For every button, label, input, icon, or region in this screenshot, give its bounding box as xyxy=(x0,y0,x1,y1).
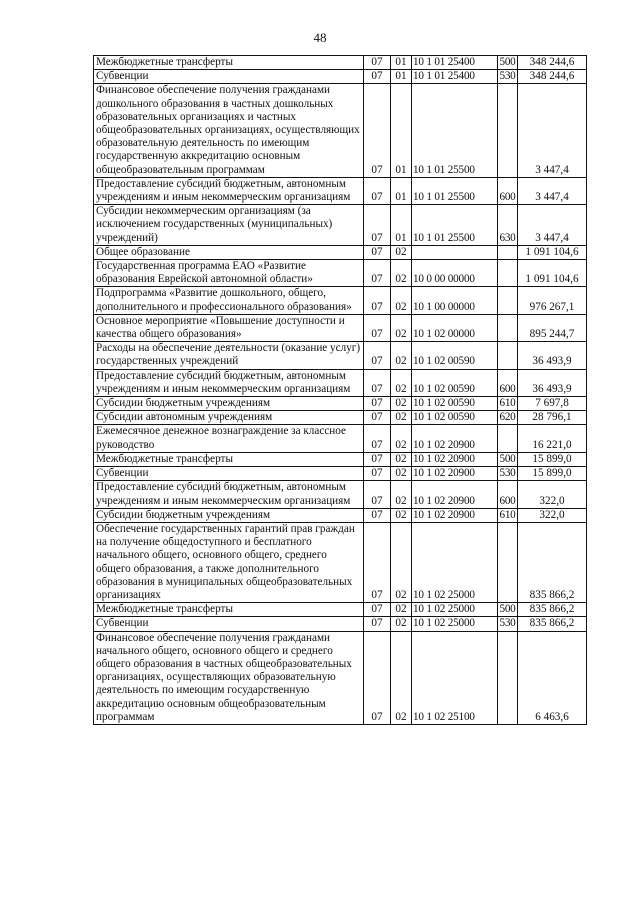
row-name-cell: Основное мероприятие «Повышение доступности и качества общего образования» xyxy=(94,314,364,341)
row-amount-cell: 895 244,7 xyxy=(518,314,587,341)
table-row xyxy=(94,314,587,341)
row-target-article-cell: 10 1 02 25000 xyxy=(412,617,498,631)
row-amount-cell: 16 221,0 xyxy=(518,425,587,452)
row-amount-cell: 3 447,4 xyxy=(518,177,587,204)
row-amount-cell: 322,0 xyxy=(518,508,587,522)
row-expense-type-cell xyxy=(498,260,518,287)
row-section-cell: 07 xyxy=(364,522,391,602)
row-expense-type-cell: 530 xyxy=(498,617,518,631)
row-subsection-cell: 01 xyxy=(391,84,412,177)
row-section-cell: 07 xyxy=(364,287,391,314)
row-target-article-cell: 10 1 02 00590 xyxy=(412,397,498,411)
row-name-cell: Межбюджетные трансферты xyxy=(94,603,364,617)
row-name-cell: Межбюджетные трансферты xyxy=(94,452,364,466)
row-amount-cell: 28 796,1 xyxy=(518,411,587,425)
row-expense-type-cell xyxy=(498,245,518,259)
row-section-cell: 07 xyxy=(364,467,391,481)
table-row xyxy=(94,481,587,508)
row-name-cell: Субсидии бюджетным учреждениям xyxy=(94,397,364,411)
row-section-cell: 07 xyxy=(364,425,391,452)
row-target-article-cell: 10 1 01 25500 xyxy=(412,205,498,246)
row-subsection-cell: 01 xyxy=(391,56,412,70)
budget-table xyxy=(93,55,587,725)
table-row xyxy=(94,425,587,452)
row-subsection-cell: 02 xyxy=(391,425,412,452)
table-row xyxy=(94,631,587,724)
row-expense-type-cell xyxy=(498,314,518,341)
row-name-cell: Предоставление субсидий бюджетным, автономным учреждениям и иным некоммерческим организациям xyxy=(94,369,364,396)
row-expense-type-cell: 500 xyxy=(498,452,518,466)
row-name-cell: Субсидии бюджетным учреждениям xyxy=(94,508,364,522)
row-target-article-cell xyxy=(412,245,498,259)
row-amount-cell: 322,0 xyxy=(518,481,587,508)
row-name-cell: Субсидии автономным учреждениям xyxy=(94,411,364,425)
row-expense-type-cell: 500 xyxy=(498,603,518,617)
row-amount-cell: 15 899,0 xyxy=(518,467,587,481)
row-target-article-cell: 10 1 01 25500 xyxy=(412,177,498,204)
row-section-cell: 07 xyxy=(364,314,391,341)
page-number: 48 xyxy=(313,30,327,45)
row-expense-type-cell xyxy=(498,631,518,724)
row-subsection-cell: 02 xyxy=(391,522,412,602)
row-amount-cell: 976 267,1 xyxy=(518,287,587,314)
row-section-cell: 07 xyxy=(364,617,391,631)
row-amount-cell: 348 244,6 xyxy=(518,70,587,84)
table-row xyxy=(94,177,587,204)
row-section-cell: 07 xyxy=(364,369,391,396)
row-amount-cell: 835 866,2 xyxy=(518,522,587,602)
row-target-article-cell: 10 0 00 00000 xyxy=(412,260,498,287)
row-subsection-cell: 02 xyxy=(391,369,412,396)
row-name-cell: Предоставление субсидий бюджетным, автономным учреждениям и иным некоммерческим организациям xyxy=(94,177,364,204)
row-expense-type-cell xyxy=(498,84,518,177)
row-subsection-cell: 02 xyxy=(391,617,412,631)
row-name-cell: Обеспечение государственных гарантий прав граждан на получение общедоступного и бесплатного начального общего, основного общего, среднего общего образования, а также дополнительного образования в муниципальных общеобразовательных организациях xyxy=(94,522,364,602)
row-subsection-cell: 02 xyxy=(391,603,412,617)
row-amount-cell: 835 866,2 xyxy=(518,617,587,631)
row-name-cell: Межбюджетные трансферты xyxy=(94,56,364,70)
row-amount-cell: 15 899,0 xyxy=(518,452,587,466)
row-subsection-cell: 02 xyxy=(391,411,412,425)
row-amount-cell: 6 463,6 xyxy=(518,631,587,724)
row-target-article-cell: 10 1 00 00000 xyxy=(412,287,498,314)
row-section-cell: 07 xyxy=(364,411,391,425)
row-subsection-cell: 02 xyxy=(391,631,412,724)
row-section-cell: 07 xyxy=(364,70,391,84)
row-section-cell: 07 xyxy=(364,342,391,369)
row-amount-cell: 1 091 104,6 xyxy=(518,245,587,259)
table-row xyxy=(94,397,587,411)
row-name-cell: Субвенции xyxy=(94,617,364,631)
row-expense-type-cell xyxy=(498,425,518,452)
row-expense-type-cell xyxy=(498,287,518,314)
table-row xyxy=(94,617,587,631)
row-expense-type-cell: 600 xyxy=(498,177,518,204)
row-target-article-cell: 10 1 01 25400 xyxy=(412,56,498,70)
row-amount-cell: 7 697,8 xyxy=(518,397,587,411)
row-section-cell: 07 xyxy=(364,84,391,177)
row-amount-cell: 3 447,4 xyxy=(518,205,587,246)
row-subsection-cell: 01 xyxy=(391,70,412,84)
row-subsection-cell: 02 xyxy=(391,397,412,411)
table-row xyxy=(94,84,587,177)
table-row xyxy=(94,56,587,70)
row-section-cell: 07 xyxy=(364,205,391,246)
row-subsection-cell: 02 xyxy=(391,245,412,259)
row-expense-type-cell: 500 xyxy=(498,56,518,70)
row-expense-type-cell: 600 xyxy=(498,481,518,508)
row-subsection-cell: 01 xyxy=(391,205,412,246)
row-amount-cell: 835 866,2 xyxy=(518,603,587,617)
row-target-article-cell: 10 1 02 20900 xyxy=(412,452,498,466)
row-target-article-cell: 10 1 01 25500 xyxy=(412,84,498,177)
row-target-article-cell: 10 1 02 25000 xyxy=(412,603,498,617)
row-target-article-cell: 10 1 02 00590 xyxy=(412,342,498,369)
row-expense-type-cell: 610 xyxy=(498,397,518,411)
table-row xyxy=(94,70,587,84)
table-row xyxy=(94,411,587,425)
row-target-article-cell: 10 1 02 20900 xyxy=(412,425,498,452)
table-row xyxy=(94,508,587,522)
row-amount-cell: 36 493,9 xyxy=(518,342,587,369)
row-name-cell: Ежемесячное денежное вознаграждение за классное руководство xyxy=(94,425,364,452)
row-name-cell: Субвенции xyxy=(94,70,364,84)
row-name-cell: Расходы на обеспечение деятельности (оказание услуг) государственных учреждений xyxy=(94,342,364,369)
row-name-cell: Государственная программа ЕАО «Развитие образования Еврейской автономной области» xyxy=(94,260,364,287)
row-section-cell: 07 xyxy=(364,260,391,287)
row-name-cell: Субвенции xyxy=(94,467,364,481)
row-amount-cell: 36 493,9 xyxy=(518,369,587,396)
row-section-cell: 07 xyxy=(364,452,391,466)
row-expense-type-cell: 600 xyxy=(498,369,518,396)
table-row xyxy=(94,342,587,369)
row-section-cell: 07 xyxy=(364,56,391,70)
row-subsection-cell: 02 xyxy=(391,287,412,314)
table-row xyxy=(94,369,587,396)
row-subsection-cell: 01 xyxy=(391,177,412,204)
row-name-cell: Финансовое обеспечение получения гражданами начального общего, основного общего и среднего общего образования в частных общеобразовательных организациях, осуществляющих образовательную деятельность по имеющим государственную аккредитацию основным общеобразовательным программам xyxy=(94,631,364,724)
row-target-article-cell: 10 1 02 20900 xyxy=(412,508,498,522)
row-amount-cell: 3 447,4 xyxy=(518,84,587,177)
row-target-article-cell: 10 1 02 20900 xyxy=(412,467,498,481)
row-section-cell: 07 xyxy=(364,177,391,204)
row-section-cell: 07 xyxy=(364,631,391,724)
table-row xyxy=(94,287,587,314)
row-subsection-cell: 02 xyxy=(391,508,412,522)
row-section-cell: 07 xyxy=(364,245,391,259)
table-row xyxy=(94,467,587,481)
row-expense-type-cell: 610 xyxy=(498,508,518,522)
row-section-cell: 07 xyxy=(364,603,391,617)
table-row xyxy=(94,260,587,287)
row-expense-type-cell: 530 xyxy=(498,70,518,84)
row-expense-type-cell xyxy=(498,522,518,602)
budget-table-body xyxy=(94,56,587,725)
row-target-article-cell: 10 1 02 20900 xyxy=(412,481,498,508)
row-target-article-cell: 10 1 02 00590 xyxy=(412,369,498,396)
row-subsection-cell: 02 xyxy=(391,314,412,341)
row-expense-type-cell xyxy=(498,342,518,369)
table-row xyxy=(94,522,587,602)
row-target-article-cell: 10 1 02 25100 xyxy=(412,631,498,724)
row-subsection-cell: 02 xyxy=(391,452,412,466)
row-target-article-cell: 10 1 01 25400 xyxy=(412,70,498,84)
table-row xyxy=(94,452,587,466)
row-name-cell: Финансовое обеспечение получения гражданами дошкольного образования в частных дошкольных образовательных организациях и частных общеобразовательных организациях, осуществляющих образовательную деятельность по имеющим государственную аккредитацию основным общеобразовательным программам xyxy=(94,84,364,177)
row-section-cell: 07 xyxy=(364,481,391,508)
row-amount-cell: 1 091 104,6 xyxy=(518,260,587,287)
row-subsection-cell: 02 xyxy=(391,342,412,369)
row-name-cell: Предоставление субсидий бюджетным, автономным учреждениям и иным некоммерческим организациям xyxy=(94,481,364,508)
row-name-cell: Общее образование xyxy=(94,245,364,259)
row-section-cell: 07 xyxy=(364,508,391,522)
row-subsection-cell: 02 xyxy=(391,467,412,481)
row-target-article-cell: 10 1 02 25000 xyxy=(412,522,498,602)
table-row xyxy=(94,245,587,259)
row-expense-type-cell: 530 xyxy=(498,467,518,481)
row-target-article-cell: 10 1 02 00590 xyxy=(412,411,498,425)
row-expense-type-cell: 630 xyxy=(498,205,518,246)
row-name-cell: Субсидии некоммерческим организациям (за исключением государственных (муниципальных) учреждений) xyxy=(94,205,364,246)
row-amount-cell: 348 244,6 xyxy=(518,56,587,70)
row-name-cell: Подпрограмма «Развитие дошкольного, общего, дополнительного и профессионального образования» xyxy=(94,287,364,314)
row-subsection-cell: 02 xyxy=(391,260,412,287)
row-subsection-cell: 02 xyxy=(391,481,412,508)
row-expense-type-cell: 620 xyxy=(498,411,518,425)
table-row xyxy=(94,205,587,246)
table-row xyxy=(94,603,587,617)
row-section-cell: 07 xyxy=(364,397,391,411)
row-target-article-cell: 10 1 02 00000 xyxy=(412,314,498,341)
